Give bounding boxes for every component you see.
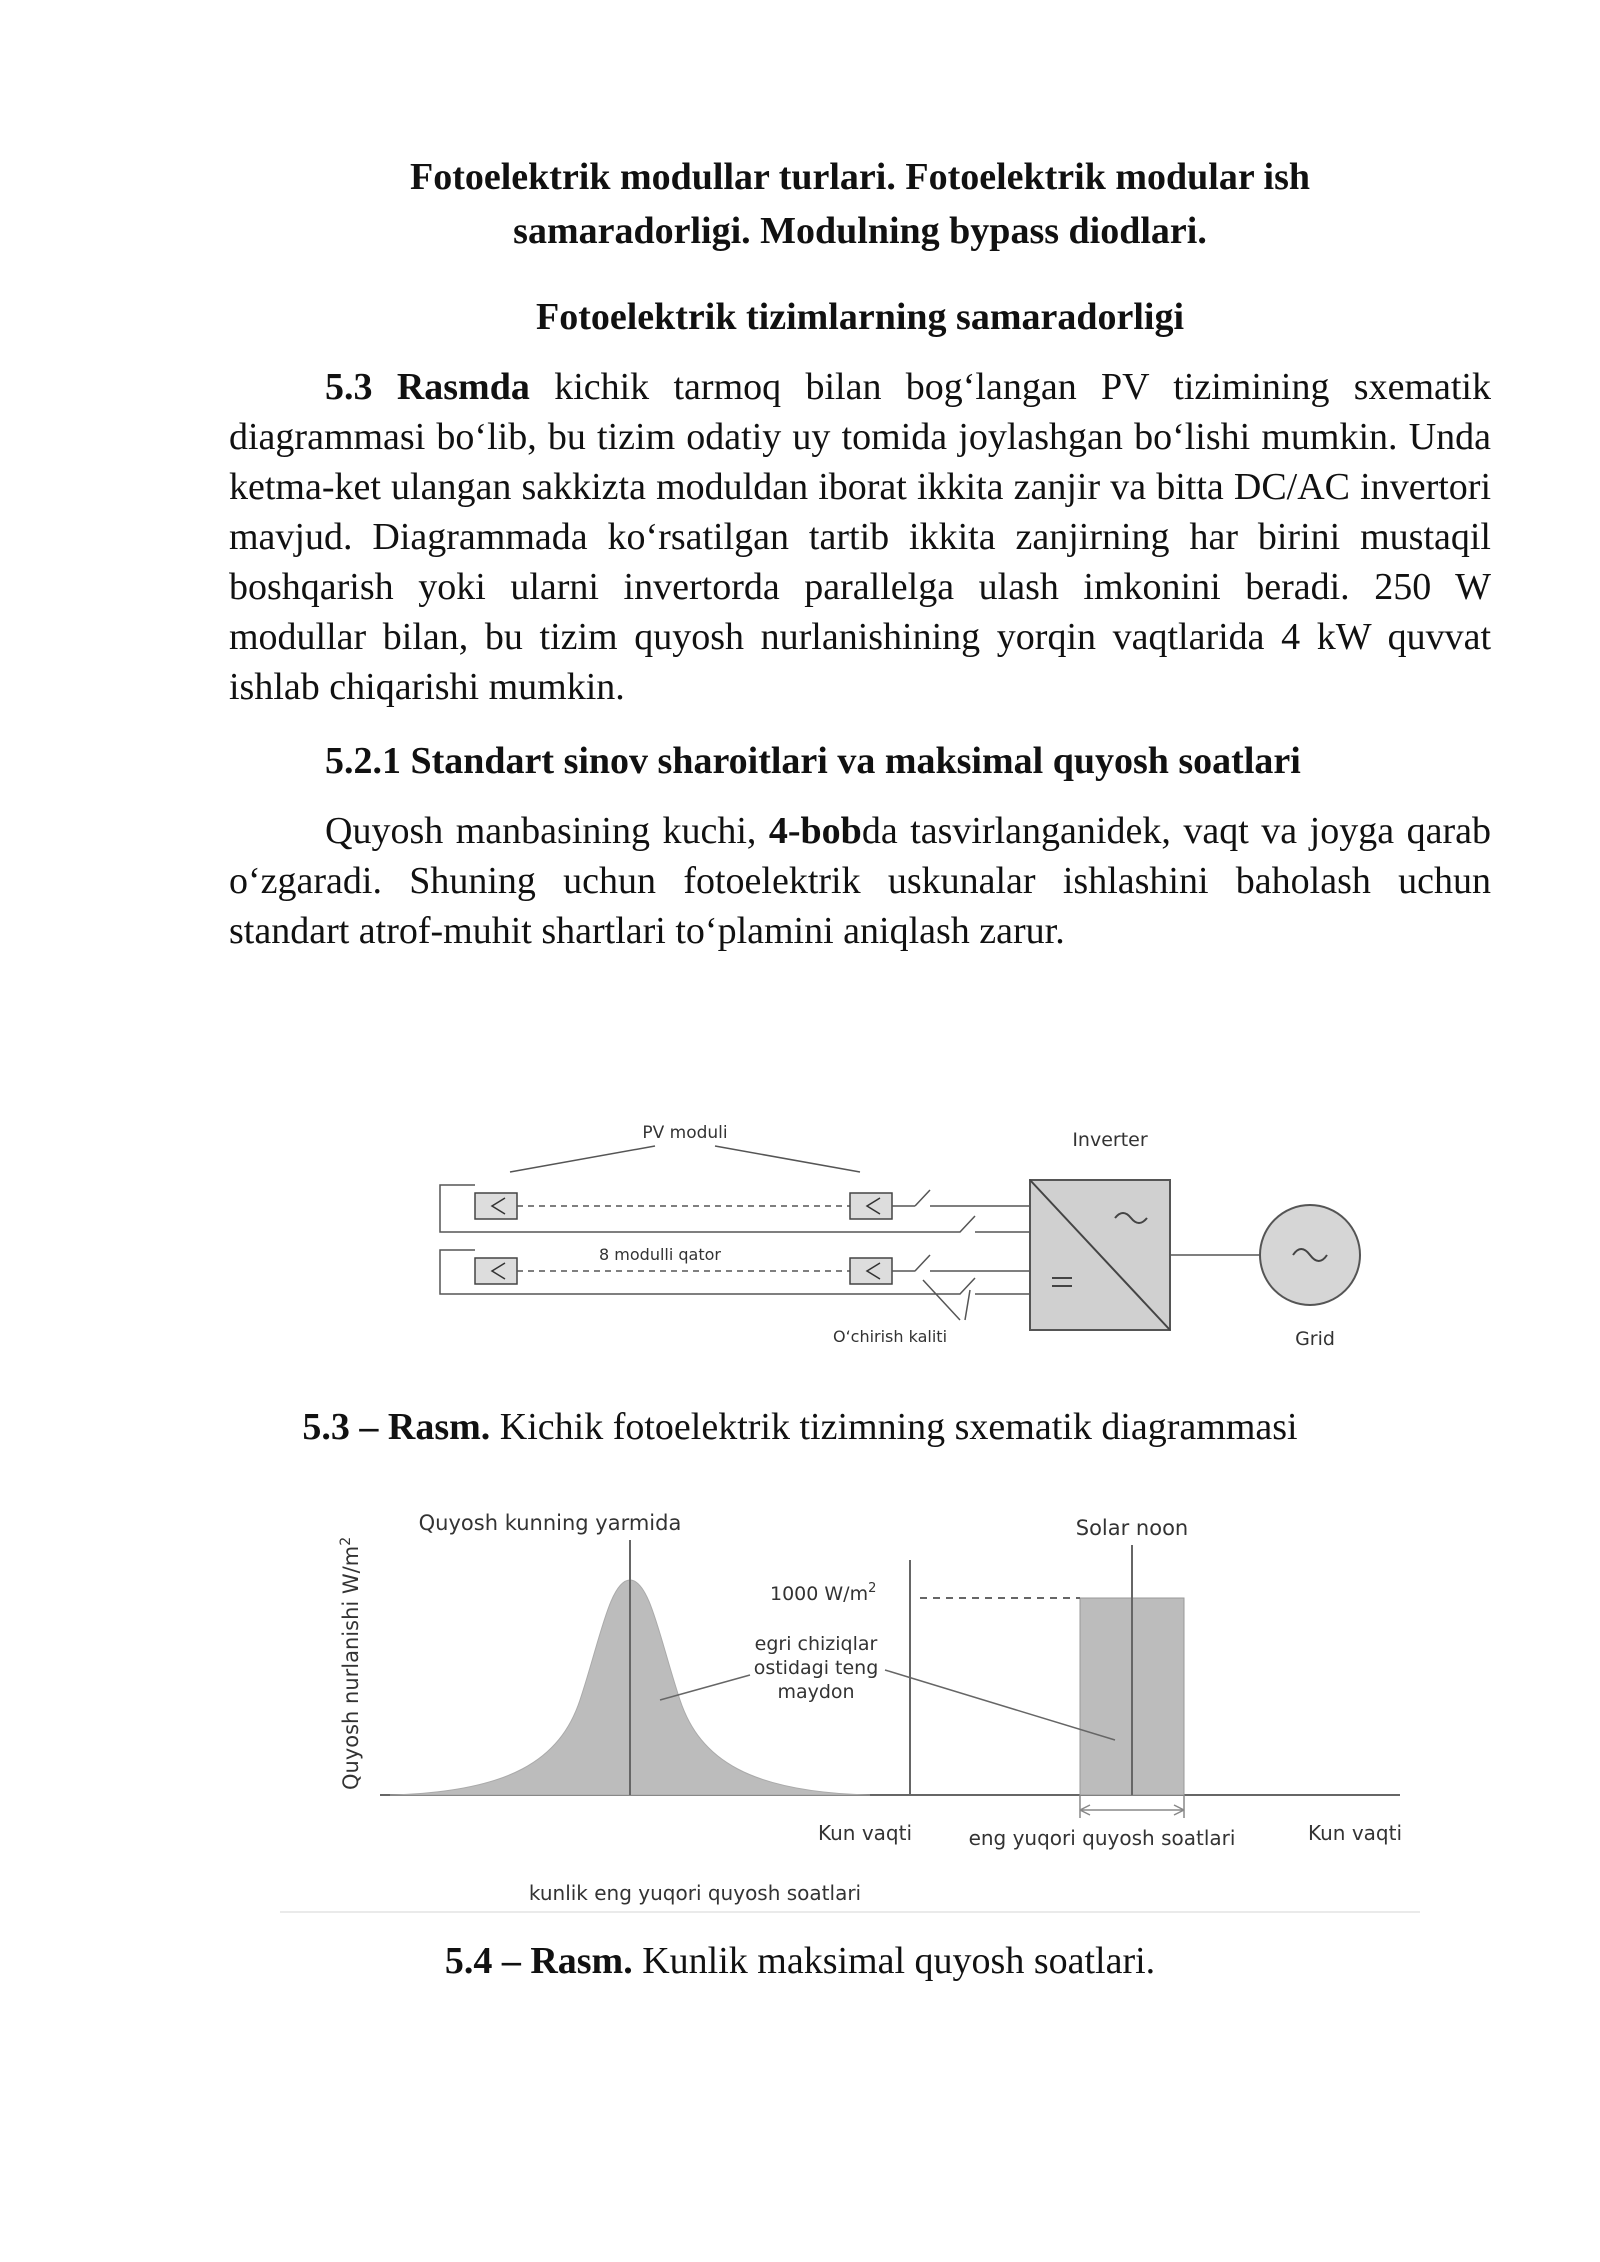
paragraph-2-bold: 4-bob — [768, 810, 862, 852]
figure-2-caption-text: Kunlik maksimal quyosh soatlari. — [632, 1940, 1156, 1982]
label-equal-area-2: ostidagi teng — [753, 1657, 879, 1679]
pv-module-icon — [850, 1193, 892, 1219]
figure-1-caption-text: Kichik fotoelektrik tizimning sxematik diagrammasi — [490, 1406, 1298, 1448]
pv-string-1 — [440, 1185, 1030, 1232]
label-disconnect-switch: O‘chirish kaliti — [832, 1327, 948, 1346]
label-equal-area-3: maydon — [777, 1681, 855, 1703]
label-day-time-left: Kun vaqti — [817, 1821, 913, 1845]
disconnect-switch-1 — [892, 1190, 1030, 1206]
label-day-time-right: Kun vaqti — [1307, 1821, 1403, 1845]
figure-2-caption-number: 5.4 – Rasm. — [444, 1940, 633, 1982]
peak-hours-arrow — [1080, 1805, 1184, 1815]
label-solar-noon: Solar noon — [1075, 1516, 1189, 1540]
label-inverter: Inverter — [1072, 1129, 1148, 1151]
document-body — [229, 150, 1491, 956]
figure-1-caption — [0, 1402, 1600, 1452]
paragraph-2-before: Quyosh manbasining kuchi, — [325, 810, 769, 852]
page-title — [229, 150, 1491, 258]
label-1000-wm2: 1000 $W/m^2$ — [770, 1581, 877, 1605]
figure-1-caption-number: 5.3 – Rasm. — [302, 1406, 491, 1448]
title-line-1: Fotoelektrik modullar turlari. Fotoelektrik modular ish — [410, 156, 1310, 198]
grid-icon — [1260, 1205, 1360, 1305]
label-peak-sun-hours: eng yuqori quyosh soatlari — [968, 1826, 1236, 1850]
pv-string-2 — [440, 1250, 1030, 1294]
label-midday: Quyosh kunning yarmida — [418, 1511, 682, 1535]
figure-2-caption — [0, 1936, 1600, 1986]
pointer-pv-left — [510, 1146, 655, 1172]
label-pv-module: PV moduli — [642, 1123, 728, 1143]
label-grid: Grid — [1295, 1328, 1335, 1350]
paragraph-2 — [229, 806, 1491, 956]
page-subtitle: Fotoelektrik tizimlarning samaradorligi — [535, 296, 1185, 338]
label-daily-peak-sun-hours: kunlik eng yuqori quyosh soatlari — [528, 1881, 862, 1905]
paragraph-1 — [229, 362, 1491, 712]
figure-peak-sun-hours — [280, 1500, 1440, 1920]
title-line-2: samaradorligi. Modulning bypass diodlari. — [513, 210, 1207, 252]
pv-module-icon — [475, 1193, 517, 1219]
inverter-icon — [1030, 1180, 1170, 1330]
section-heading-521: 5.2.1 Standart sinov sharoitlari va maksimal quyosh soatlari — [325, 740, 1301, 782]
paragraph-1-lead: 5.3 Rasmda — [325, 366, 530, 408]
paragraph-2-after: da tasvirlanganidek, vaqt va joyga qarab o‘zgaradi. Shuning uchun fotoelektrik uskunalar ishlashini baholash uchun standart atrof-muhit shartlari to‘plamini aniqlash zarur. — [229, 810, 1491, 952]
pointer-switch-1 — [923, 1280, 960, 1320]
pointer-pv-right — [715, 1146, 860, 1172]
figure-pv-schematic — [420, 1110, 1380, 1360]
y-axis-label: Quyosh nurlanishi $W/m^2$ — [338, 1536, 363, 1790]
label-string: 8 modulli qator — [599, 1245, 721, 1264]
pointer-switch-2 — [965, 1290, 970, 1320]
pv-module-icon — [475, 1258, 517, 1284]
disconnect-switch-2 — [892, 1255, 1030, 1271]
paragraph-1-text: kichik tarmoq bilan bog‘langan PV tizimining sxematik diagrammasi bo‘lib, bu tizim odatiy uy tomida joylashgan bo‘lishi mumkin. Unda ketma-ket ulangan sakkizta moduldan iborat ikkita zanjir va bitta DC/AC invertori mavjud. Diagrammada ko‘rsatilgan tartib ikkita zanjirning har birini mustaqil boshqarish yoki ularni invertorda parallelga ulash imkonini beradi. 250 W modullar bilan, bu tizim quyosh nurlanishining yorqin vaqtlarida 4 kW quvvat ishlab chiqarishi mumkin. — [229, 366, 1491, 708]
label-equal-area-1: egri chiziqlar — [754, 1633, 878, 1655]
pv-module-icon — [850, 1258, 892, 1284]
